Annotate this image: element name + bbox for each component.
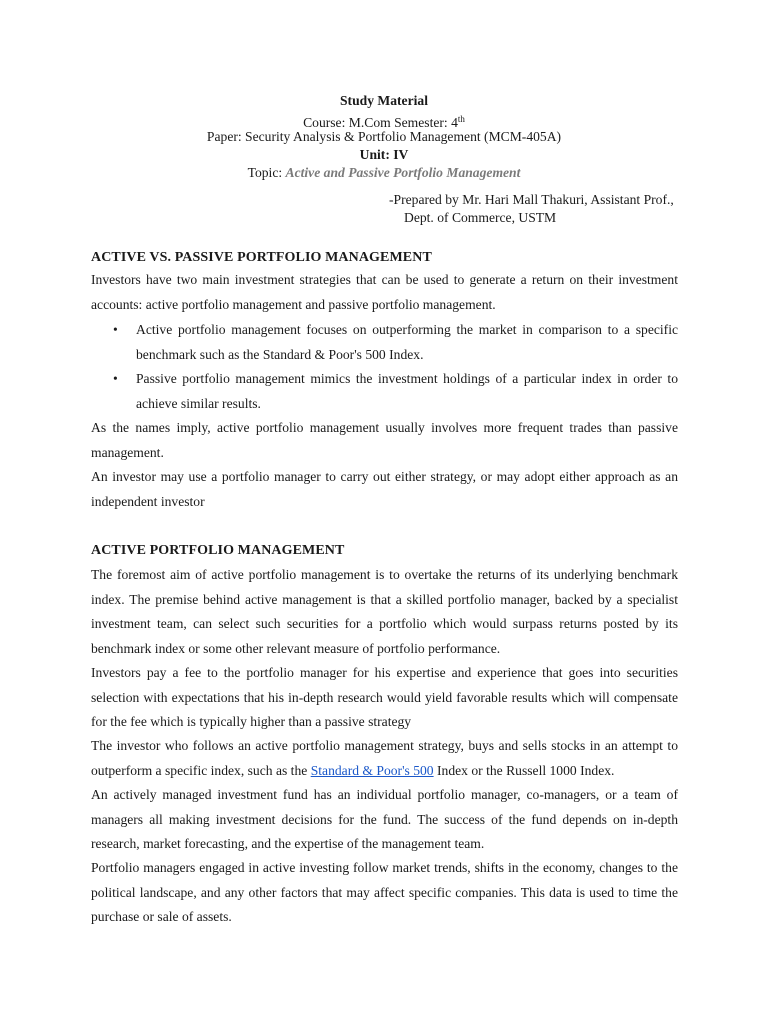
topic-value: Active and Passive Portfolio Management	[285, 165, 521, 180]
paragraph	[91, 734, 678, 783]
paragraph-text: The investor who follows an active portfolio management strategy, buys and sells stocks in an attempt to outperform a specific index, such as the	[91, 738, 678, 778]
paper-line: Paper: Security Analysis & Portfolio Management (MCM-405A)	[206, 129, 562, 144]
paragraph-text: Index or the Russell 1000 Index.	[433, 762, 615, 778]
paragraph: Investors have two main investment strategies that can be used to generate a return on their investment accounts: active portfolio management and passive portfolio management.	[91, 272, 678, 312]
prepared-by: -Prepared by Mr. Hari Mall Thakuri, Assistant Prof.,	[389, 192, 674, 207]
list-item: Active portfolio management focuses on outperforming the market in comparison to a specific benchmark such as the Standard & Poor's 500 Index.	[136, 322, 678, 362]
bullet-icon: •	[113, 371, 118, 386]
paragraph: Portfolio managers engaged in active investing follow market trends, shifts in the economy, changes to the political landscape, and any other factors that may affect specific companies. This data is used to time the purchase or sale of assets.	[91, 860, 678, 924]
section-heading-active: ACTIVE PORTFOLIO MANAGEMENT	[91, 543, 345, 558]
paragraph: As the names imply, active portfolio management usually involves more frequent trades than passive management.	[91, 420, 678, 460]
topic-line	[0, 164, 768, 182]
paragraph: The foremost aim of active portfolio management is to overtake the returns of its underlying benchmark index. The premise behind active management is that a skilled portfolio manager, backed by a specialist investment team, can select such securities for a portfolio which would surpass returns posted by its benchmark index or some other relevant measure of portfolio performance.	[91, 567, 678, 656]
list-item: Passive portfolio management mimics the investment holdings of a particular index in order to achieve similar results.	[136, 371, 678, 411]
topic-label: Topic:	[247, 165, 286, 180]
paragraph: An investor may use a portfolio manager to carry out either strategy, or may adopt either approach as an independent investor	[91, 469, 678, 509]
department: Dept. of Commerce, USTM	[404, 210, 557, 225]
doc-title: Study Material	[340, 93, 428, 108]
paragraph: An actively managed investment fund has an individual portfolio manager, co-managers, or a team of managers all making investment decisions for the fund. The success of the fund depends on in-depth research, market forecasting, and the expertise of the management team.	[91, 787, 678, 851]
unit-line: Unit: IV	[359, 147, 409, 162]
sp500-link[interactable]: Standard & Poor's 500	[310, 762, 434, 778]
section-heading-active-vs-passive: ACTIVE VS. PASSIVE PORTFOLIO MANAGEMENT	[91, 250, 432, 265]
paragraph: Investors pay a fee to the portfolio manager for his expertise and experience that goes into securities selection with expectations that his in-depth research would yield favorable results which will compensate for the fee which is typically higher than a passive strategy	[91, 665, 678, 729]
course-superscript: th	[457, 114, 465, 124]
bullet-icon: •	[113, 322, 118, 337]
course-label: Course: M.Com Semester: 4	[303, 115, 458, 130]
